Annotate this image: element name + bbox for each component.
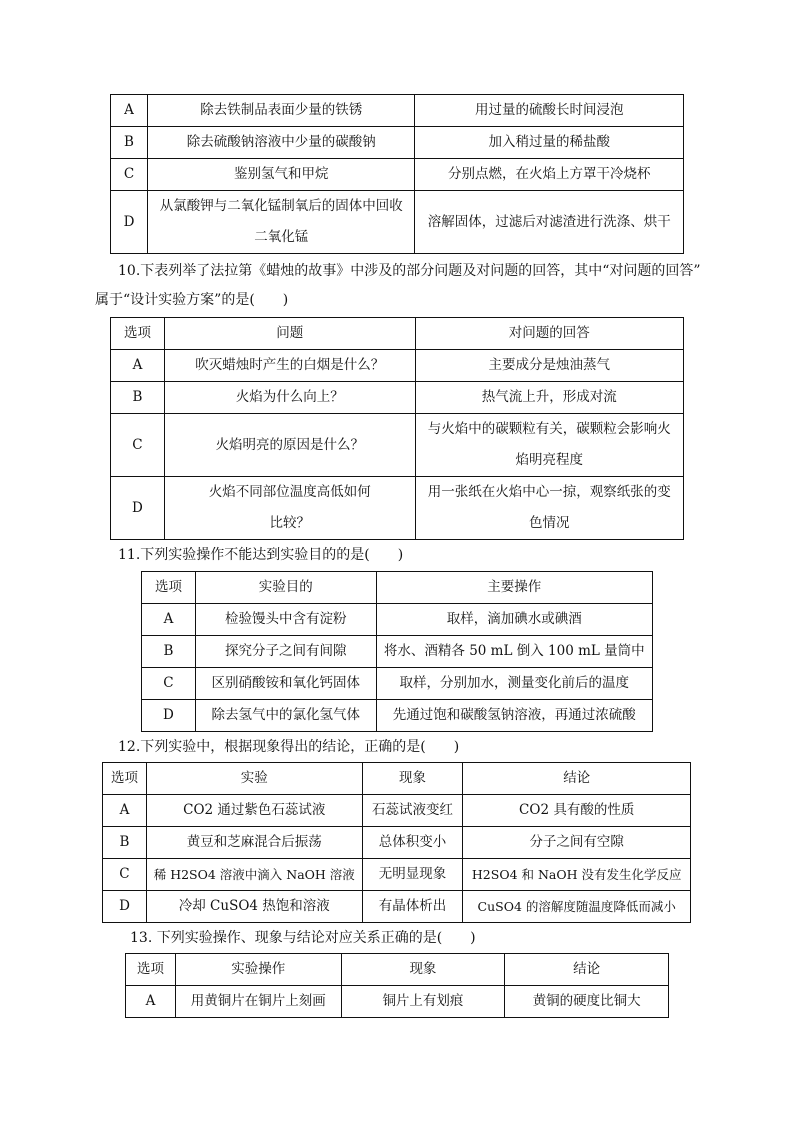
option-cell: B [142, 636, 196, 668]
q9-table [110, 94, 684, 254]
method-cell: 分别点燃，在火焰上方罩干冷烧杯 [415, 159, 684, 191]
purpose-cell: 区别硝酸铵和氧化钙固体 [195, 668, 376, 700]
question-11-stem: 11.下列实验操作不能达到实验目的的是( ) [118, 547, 404, 563]
experiment-cell: 稀 H2SO4 溶液中滴入 NaOH 溶液 [146, 859, 362, 891]
phenomenon-cell: 总体积变小 [362, 827, 463, 859]
table-row [111, 95, 684, 127]
table-row [103, 795, 691, 827]
phenomenon-cell: 有晶体析出 [362, 891, 463, 923]
option-cell: D [103, 891, 147, 923]
table-header-row [103, 763, 691, 795]
table-row [111, 159, 684, 191]
table-row [111, 191, 684, 254]
column-header: 选项 [111, 318, 165, 350]
column-header: 实验目的 [195, 572, 376, 604]
operation-cell: 取样，分别加水，测量变化前后的温度 [376, 668, 652, 700]
answer-cell: 用一张纸在火焰中心一掠，观察纸张的变色情况 [415, 477, 683, 540]
experiment-cell: 冷却 CuSO4 热饱和溶液 [146, 891, 362, 923]
option-cell: A [103, 795, 147, 827]
table-row [142, 604, 653, 636]
question-cell: 火焰明亮的原因是什么？ [164, 414, 415, 477]
operation-cell: 取样，滴加碘水或碘酒 [376, 604, 652, 636]
question-12-stem: 12.下列实验中，根据现象得出的结论，正确的是( ) [118, 739, 460, 755]
table-row [142, 636, 653, 668]
column-header: 选项 [103, 763, 147, 795]
method-cell: 加入稍过量的稀盐酸 [415, 127, 684, 159]
purpose-cell: 除去硫酸钠溶液中少量的碳酸钠 [147, 127, 415, 159]
table-header-row [142, 572, 653, 604]
column-header: 实验 [146, 763, 362, 795]
q12-table [102, 762, 691, 923]
table-header-row [111, 318, 684, 350]
question-cell: 吹灭蜡烛时产生的白烟是什么？ [164, 350, 415, 382]
q13-table [125, 953, 669, 1018]
column-header: 结论 [463, 763, 691, 795]
experiment-cell: 黄豆和芝麻混合后振荡 [146, 827, 362, 859]
purpose-cell: 检验馒头中含有淀粉 [195, 604, 376, 636]
table-row [126, 986, 669, 1018]
column-header: 问题 [164, 318, 415, 350]
purpose-cell: 从氯酸钾与二氧化锰制氧后的固体中回收二氧化锰 [147, 191, 415, 254]
table-row [103, 891, 691, 923]
operation-cell: 将水、酒精各 50 mL 倒入 100 mL 量筒中 [376, 636, 652, 668]
phenomenon-cell: 石蕊试液变红 [362, 795, 463, 827]
column-header: 选项 [126, 954, 176, 986]
option-cell: A [142, 604, 196, 636]
column-header: 主要操作 [376, 572, 652, 604]
option-cell: D [111, 191, 148, 254]
option-cell: B [111, 127, 148, 159]
option-cell: C [142, 668, 196, 700]
purpose-cell: 除去铁制品表面少量的铁锈 [147, 95, 415, 127]
option-cell: C [111, 159, 148, 191]
purpose-cell: 鉴别氢气和甲烷 [147, 159, 415, 191]
table-row [111, 414, 684, 477]
conclusion-cell: 分子之间有空隙 [463, 827, 691, 859]
question-cell: 火焰不同部位温度高低如何比较？ [164, 477, 415, 540]
column-header: 实验操作 [175, 954, 341, 986]
column-header: 现象 [341, 954, 505, 986]
question-cell: 火焰为什么向上？ [164, 382, 415, 414]
table-row [111, 350, 684, 382]
table-header-row [126, 954, 669, 986]
answer-cell: 与火焰中的碳颗粒有关，碳颗粒会影响火焰明亮程度 [415, 414, 683, 477]
table-row [142, 700, 653, 732]
experiment-cell: CO2 通过紫色石蕊试液 [146, 795, 362, 827]
conclusion-cell: H2SO4 和 NaOH 没有发生化学反应 [463, 859, 691, 891]
purpose-cell: 探究分子之间有间隙 [195, 636, 376, 668]
option-cell: D [111, 477, 165, 540]
phenomenon-cell: 铜片上有划痕 [341, 986, 505, 1018]
option-cell: D [142, 700, 196, 732]
column-header: 结论 [505, 954, 669, 986]
table-row [103, 859, 691, 891]
conclusion-cell: 黄铜的硬度比铜大 [505, 986, 669, 1018]
table-row [111, 382, 684, 414]
table-row [103, 827, 691, 859]
phenomenon-cell: 无明显现象 [362, 859, 463, 891]
operation-cell: 用黄铜片在铜片上刻画 [175, 986, 341, 1018]
question-10-stem-line2: 属于“设计实验方案”的是( ) [95, 292, 289, 308]
q10-table [110, 317, 684, 540]
option-cell: B [103, 827, 147, 859]
column-header: 现象 [362, 763, 463, 795]
q11-table [141, 571, 653, 732]
question-10-stem-line1: 10.下表列举了法拉第《蜡烛的故事》中涉及的部分问题及对问题的回答，其中“对问题的回答” [118, 263, 701, 279]
method-cell: 用过量的硫酸长时间浸泡 [415, 95, 684, 127]
question-13-stem: 13. 下列实验操作、现象与结论对应关系正确的是( ) [130, 930, 476, 946]
option-cell: C [103, 859, 147, 891]
method-cell: 溶解固体，过滤后对滤渣进行洗涤、烘干 [415, 191, 684, 254]
option-cell: A [111, 95, 148, 127]
purpose-cell: 除去氢气中的氯化氢气体 [195, 700, 376, 732]
conclusion-cell: CuSO4 的溶解度随温度降低而减小 [463, 891, 691, 923]
operation-cell: 先通过饱和碳酸氢钠溶液，再通过浓硫酸 [376, 700, 652, 732]
column-header: 选项 [142, 572, 196, 604]
answer-cell: 主要成分是烛油蒸气 [415, 350, 683, 382]
table-row [111, 127, 684, 159]
table-row [111, 477, 684, 540]
table-row [142, 668, 653, 700]
column-header: 对问题的回答 [415, 318, 683, 350]
option-cell: A [126, 986, 176, 1018]
answer-cell: 热气流上升，形成对流 [415, 382, 683, 414]
option-cell: C [111, 414, 165, 477]
conclusion-cell: CO2 具有酸的性质 [463, 795, 691, 827]
option-cell: B [111, 382, 165, 414]
option-cell: A [111, 350, 165, 382]
